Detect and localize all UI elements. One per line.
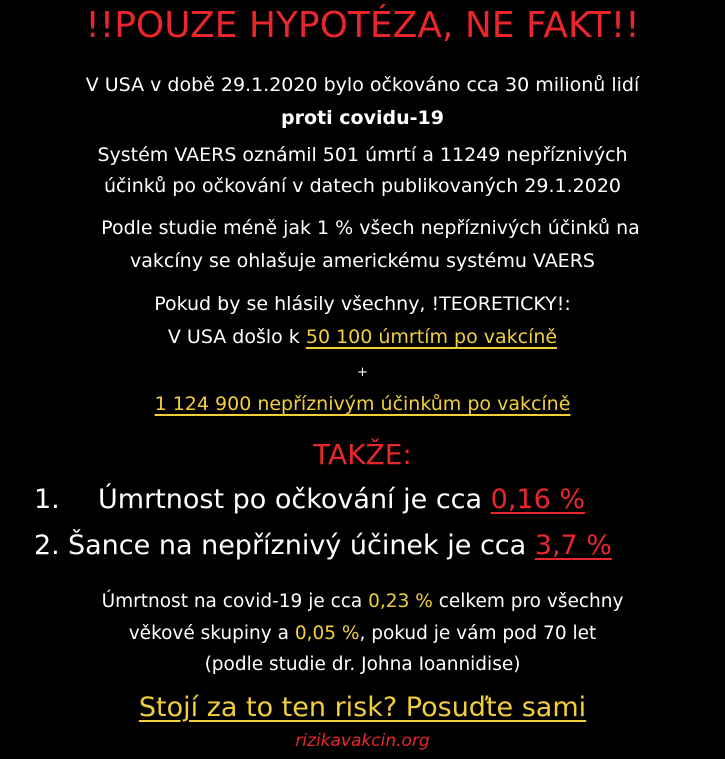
comparison-line-2-prefix: věkové skupiny a <box>128 623 295 644</box>
comparison-line-2 <box>0 625 725 644</box>
comparison-line-1 <box>0 593 725 612</box>
adverse-effects-highlight: 1 124 900 nepříznivým účinkům po vakcíně <box>154 393 571 415</box>
intro-line-6: vakcíny se ohlašuje americkému systému VAERS <box>130 250 595 272</box>
call-to-action: Stojí za to ten risk? Posuďte sami <box>138 692 587 723</box>
conclusion-item-2 <box>34 532 612 559</box>
theory-line-2-prefix: V USA došlo k <box>167 326 306 348</box>
intro-line-1: V USA v době 29.1.2020 bylo očkováno cca 30 milionů lidí <box>85 74 640 96</box>
plus-sign: + <box>357 365 368 380</box>
comparison-line-1-suffix: celkem pro všechny <box>432 591 624 612</box>
conclusion-item-2-number: 2. <box>34 530 60 561</box>
under-70-mortality-value: 0,05 % <box>294 623 360 644</box>
website-label: rizikavakcin.org <box>295 731 430 751</box>
poster-title: !!POUZE HYPOTÉZA, NE FAKT!! <box>85 5 640 46</box>
conclusion-item-1-value: 0,16 % <box>490 484 586 515</box>
intro-line-5: Podle studie méně jak 1 % všech nepříznivých účinků na <box>101 217 640 239</box>
intro-line-2: proti covidu-19 <box>281 107 444 129</box>
conclusion-heading: TAKŽE: <box>313 438 412 471</box>
covid-mortality-value: 0,23 % <box>368 591 433 612</box>
theory-line-1: Pokud by se hlásily všechny, !TEORETICKY!: <box>154 293 571 315</box>
conclusion-item-1-number: 1. <box>34 484 60 515</box>
conclusion-item-1 <box>34 486 585 513</box>
deaths-highlight: 50 100 úmrtím po vakcíně <box>305 326 558 348</box>
comparison-line-2-suffix: , pokud je vám pod 70 let <box>359 623 597 644</box>
conclusion-item-1-text: Úmrtnost po očkování je cca <box>98 484 491 515</box>
conclusion-item-2-text: Šance na nepříznivý účinek je cca <box>68 530 535 561</box>
theory-line-2 <box>0 328 725 347</box>
comparison-source: (podle studie dr. Johna Ioannidise) <box>204 654 521 675</box>
comparison-line-1-prefix: Úmrtnost na covid-19 je cca <box>101 591 369 612</box>
intro-line-4: účinků po očkování v datech publikovaných 29.1.2020 <box>103 175 622 197</box>
intro-line-3: Systém VAERS oznámil 501 úmrtí a 11249 nepříznivých <box>97 144 628 166</box>
conclusion-item-2-value: 3,7 % <box>534 530 612 561</box>
